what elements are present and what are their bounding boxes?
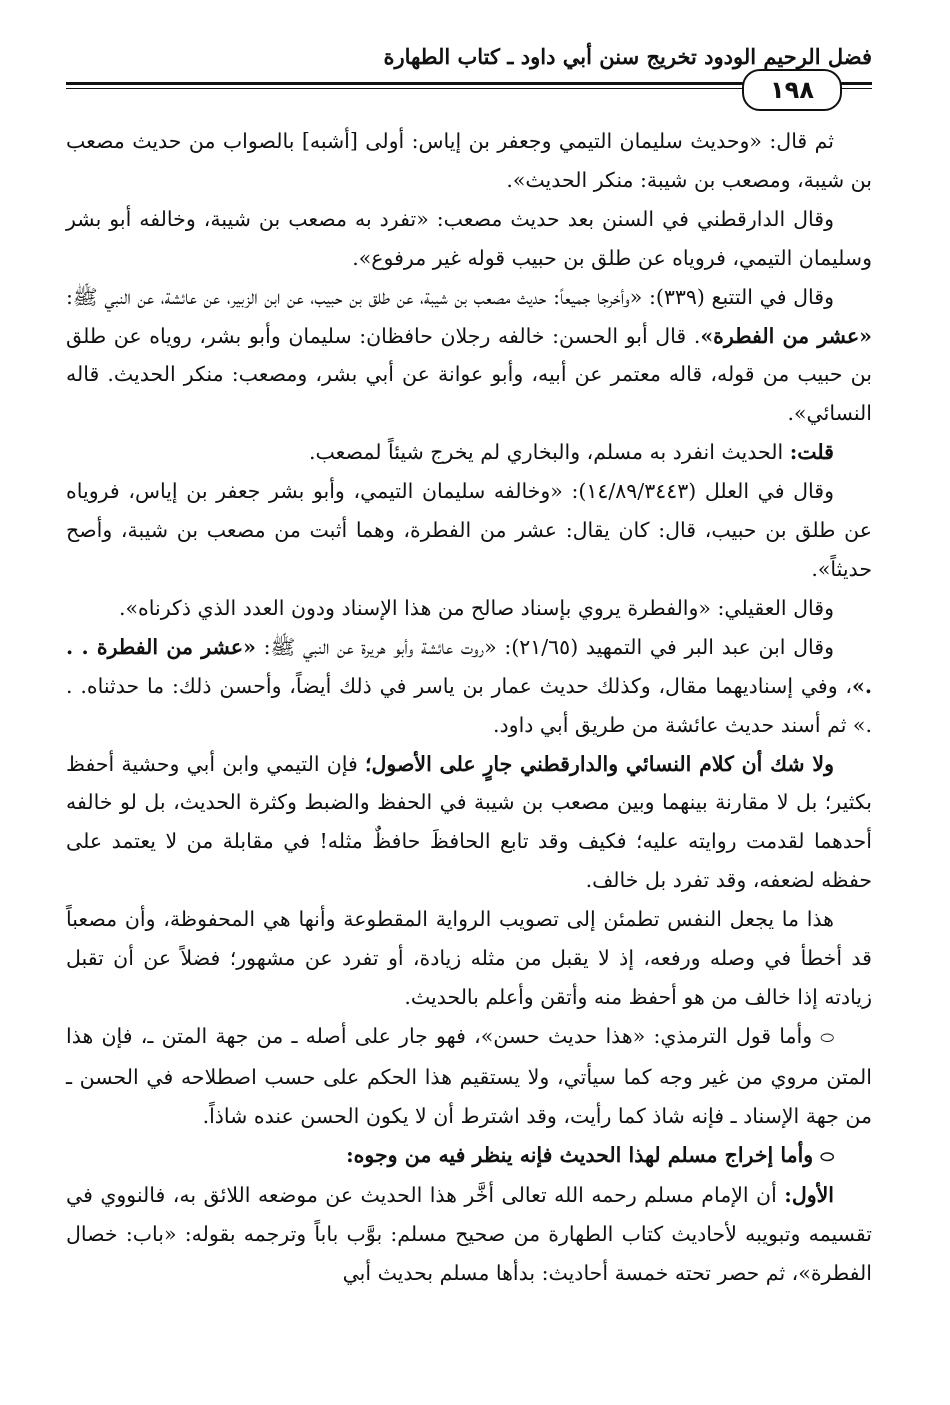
text-span: وأما قول الترمذي: «هذا حديث حسن»، فهو جار على أصله ـ من جهة المتن ـ، فإن هذا المتن مروي من غير وجه كما سيأتي، ولا يستقيم هذا الحكم على حسب اصطلاحه في الحسن ـ من جهة الإسناد ـ فإنه شاذ كما رأيت، وقد اشترط أن لا يكون الحسن عنده شاذاً. — [66, 1023, 872, 1128]
paragraph — [66, 1176, 872, 1293]
text-span: ، وفي إسناديهما مقال، وكذلك حديث عمار بن ياسر في ذلك أيضاً، وأحسن ذلك: ما حدثناه. . .» ثم أسند حديث عائشة من طريق أبي داود. — [66, 673, 872, 737]
section-marker-icon: ⬭ — [820, 1146, 834, 1166]
paragraph — [66, 1017, 872, 1136]
text-span: وقال في التتبع (٣٣٩): «وأخرجا جميعاً: حديث مصعب بن شيبة، عن طلق بن حبيب، عن ابن الزبير، عن عائشة، عن النبي ﷺ: — [66, 284, 834, 309]
bold-quote: «عشر من الفطرة . . .» — [66, 634, 872, 698]
paragraph — [66, 628, 872, 745]
paragraph — [66, 745, 872, 901]
header-title: فضل الرحيم الودود تخريج سنن أبي داود ـ كتاب الطهارة — [383, 44, 872, 69]
paragraph — [66, 433, 872, 472]
label-qultu: قلت: — [789, 440, 834, 465]
text-span: الحديث انفرد به مسلم، والبخاري لم يخرج شيئاً لمصعب. — [309, 440, 790, 465]
paragraph — [66, 1136, 872, 1177]
section-marker-icon: ⬭ — [820, 1027, 834, 1047]
page-number: ١٩٨ — [742, 69, 842, 111]
label-first: الأول: — [784, 1183, 834, 1208]
paragraph: هذا ما يجعل النفس تطمئن إلى تصويب الرواية المقطوعة وأنها هي المحفوظة، وأن مصعباً قد أخطأ في وصله ورفعه، إذ لا يقبل من مثله زيادة، أو تفرد عن مشهور؛ فضلاً عن أن تقبل زيادته إذا خالف من هو أحفظ منه وأتقن وأعلم بالحديث. — [66, 907, 872, 1009]
bold-statement: ولا شك أن كلام النسائي والدارقطني جارٍ على الأصول؛ — [364, 751, 834, 776]
text-span: فإن التيمي وابن أبي وحشية أحفظ بكثير؛ بل لا مقارنة بينهما وبين مصعب بن شيبة في الحفظ والضبط وكثرة الحديث، بل لو خالفه أحدهما لقدمت روايته عليه؛ فكيف وقد تابع الحافظَ حافظٌ مثله! في مقابلة من لا يعتمد على حفظه لضعفه، وقد تفرد بل خالف. — [66, 751, 872, 893]
paragraph — [66, 278, 872, 434]
text-span: وأما إخراج مسلم لهذا الحديث فإنه ينظر فيه من وجوه: — [346, 1142, 821, 1167]
page-body — [66, 122, 872, 1293]
paragraph: وقال في العلل (١٤/٨٩/٣٤٤٣): «وخالفه سليمان التيمي، وأبو بشر جعفر بن إياس، فروياه عن طلق بن حبيب، قال: كان يقال: عشر من الفطرة، وهما أثبت من مصعب بن شيبة، وأصح حديثاً». — [66, 479, 872, 581]
text-span: وقال ابن عبد البر في التمهيد (٢١/٦٥): «روت عائشة وأبو هريرة عن النبي ﷺ: — [255, 634, 834, 659]
text-span: أن الإمام مسلم رحمه الله تعالى أخَّر هذا الحديث عن موضعه اللائق به، فالنووي في تقسيمه وتبويبه لأحاديث كتاب الطهارة من صحيح مسلم: بوَّب باباً وترجمه بقوله: «باب: خصال الفطرة»، ثم حصر تحته خمسة أحاديث: بدأها مسلم بحديث أبي — [66, 1183, 872, 1286]
paragraph: ثم قال: «وحديث سليمان التيمي وجعفر بن إياس: أولى [أشبه] بالصواب من حديث مصعب بن شيبة، ومصعب بن شيبة: منكر الحديث». — [66, 129, 872, 192]
paragraph: وقال العقيلي: «والفطرة يروي بإسناد صالح من هذا الإسناد ودون العدد الذي ذكرناه». — [119, 595, 834, 620]
bold-quote: «عشر من الفطرة» — [700, 323, 872, 348]
text-span: . قال أبو الحسن: خالفه رجلان حافظان: سليمان وأبو بشر، روياه عن طلق بن حبيب من قوله، قاله معتمر عن أبيه، وأبو عوانة عن أبي بشر، ومصعب: منكر الحديث. قاله النسائي». — [66, 323, 872, 426]
paragraph: وقال الدارقطني في السنن بعد حديث مصعب: «تفرد به مصعب بن شيبة، وخالفه أبو بشر وسليمان التيمي، فروياه عن طلق بن حبيب قوله غير مرفوع». — [66, 206, 872, 270]
